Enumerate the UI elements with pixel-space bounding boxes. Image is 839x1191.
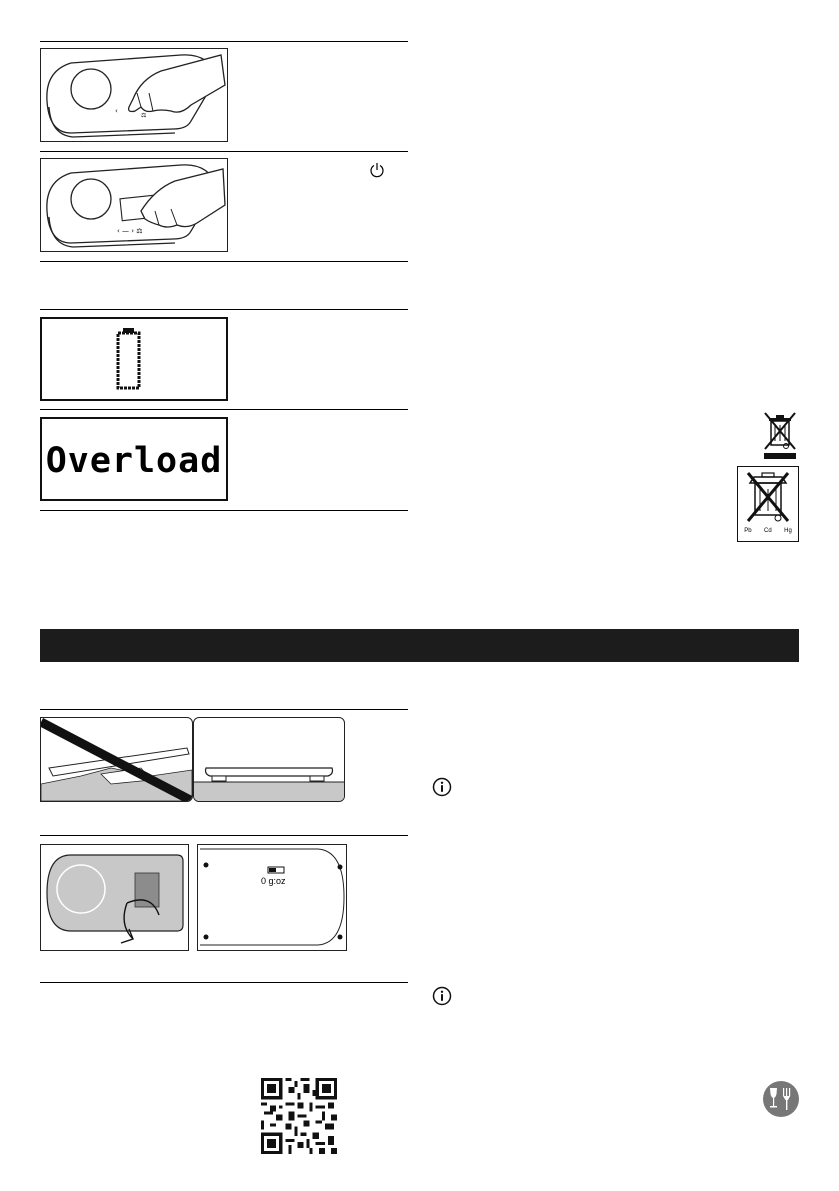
symbol-hg: Hg [784, 528, 792, 534]
wrong-surface-illustration [40, 717, 193, 802]
rule-7 [40, 709, 408, 710]
svg-text:⚖: ⚖ [141, 112, 147, 119]
overload-text: Overload [45, 441, 223, 481]
scale-touch-display-illustration [40, 158, 228, 252]
crossed-bin-icon [762, 411, 798, 461]
top-rule [40, 41, 408, 42]
battery-icon [42, 319, 226, 399]
symbol-cd: Cd [764, 528, 772, 534]
rule-2 [40, 151, 408, 152]
correct-surface-illustration [193, 717, 345, 802]
info-icon [432, 777, 452, 797]
symbol-pb: Pb [744, 528, 752, 534]
rule-5 [40, 409, 408, 410]
rule-4 [40, 309, 408, 310]
turn-scale-illustration [40, 844, 189, 951]
crossed-battery-bin-icon [737, 466, 799, 542]
section-header-bar [40, 629, 799, 662]
unit-switch-label: 0 g:oz [261, 876, 286, 886]
rule-6 [40, 510, 408, 511]
svg-text:‹ — › ⚖: ‹ — › ⚖ [117, 227, 143, 235]
svg-text:‹: ‹ [115, 107, 118, 115]
battery-symbols [738, 528, 798, 534]
qr-code-icon [261, 1078, 337, 1154]
scale-bottom-illustration [197, 844, 347, 951]
low-battery-display [40, 317, 228, 401]
info-icon [432, 986, 452, 1006]
rule-3 [40, 261, 408, 262]
glass-fork-icon [762, 1080, 800, 1118]
rule-9 [40, 982, 408, 983]
overload-display [40, 417, 228, 501]
scale-touch-arrows-illustration [40, 48, 228, 142]
rule-8 [40, 835, 408, 836]
power-icon [369, 162, 385, 178]
